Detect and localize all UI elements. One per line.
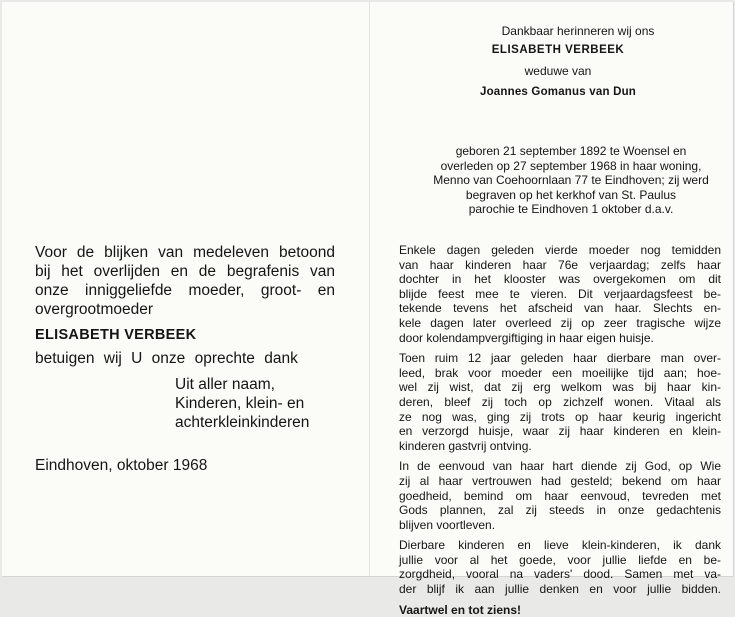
biography bbox=[422, 144, 720, 217]
fold-line bbox=[369, 2, 370, 576]
bio-line: begraven op het kerkhof van St. Paulus bbox=[465, 187, 677, 202]
bio-line: geboren 21 september 1892 te Woensel en bbox=[455, 144, 687, 158]
story-paragraph bbox=[399, 351, 721, 453]
story-paragraph bbox=[399, 538, 721, 596]
place-date: Eindhoven, oktober 1968 bbox=[35, 457, 208, 474]
deceased-name-right: ELISABETH VERBEEK bbox=[491, 44, 625, 56]
story-line: wel zij wist, dat zij erg welkom was bij haar kin- bbox=[399, 380, 721, 395]
thanks-text: betuigen wij U onze oprechte dank bbox=[35, 350, 298, 367]
intro-text bbox=[35, 243, 335, 319]
story-line: van haar kinderen haar 76e verjaardag; zelfs haar bbox=[399, 257, 721, 272]
farewell-text: Vaartwel en tot ziens! bbox=[399, 602, 522, 617]
story-line: Dierbare kinderen en lieve klein-kinderen, ik dank bbox=[399, 538, 721, 553]
story-line: Enkele dagen geleden vierde moeder nog temidden bbox=[399, 243, 721, 257]
story-paragraph bbox=[399, 459, 721, 532]
signature bbox=[175, 375, 335, 432]
widow-of-label: weduwe van bbox=[524, 64, 592, 78]
story bbox=[399, 243, 721, 617]
story-line: leed, brak voor moeder een moeilijke tijd aan; hoe- bbox=[399, 365, 721, 380]
intro-line: onze inniggeliefde moeder, groot- en bbox=[35, 282, 335, 299]
memorial-card bbox=[2, 2, 734, 617]
bio-line: parochie te Eindhoven 1 oktober d.a.v. bbox=[468, 202, 674, 216]
story-paragraph bbox=[399, 243, 721, 345]
signature-line: Kinderen, klein- en bbox=[175, 395, 305, 412]
story-line: en verzorgd huisje, waar zij haar kinderen en klein- bbox=[399, 424, 721, 439]
husband-name: Joannes Gomanus van Dun bbox=[479, 86, 637, 98]
story-line: In de eenvoud van haar hart diende zij God, op Wie bbox=[399, 459, 721, 474]
remembrance-line: Dankbaar herinneren wij ons bbox=[501, 24, 655, 38]
story-line: blijde feest mee te vieren. Dit verjaardagsfeest be- bbox=[399, 286, 721, 301]
story-line: Toen ruim 12 jaar geleden haar dierbare man over- bbox=[399, 351, 721, 366]
deceased-name: ELISABETH VERBEEK bbox=[35, 327, 197, 343]
story-line: zorgdheid, vooral na vaders' dood. Samen met va- bbox=[399, 567, 721, 582]
story-line: jullie voor al het goede, voor jullie liefde en be- bbox=[399, 552, 721, 567]
story-line: Gods plannen, zal zij steeds in onze gedachtenis bbox=[399, 503, 721, 518]
story-line: zij al haar vertrouwen had gesteld; bekend om haar bbox=[399, 473, 721, 488]
intro-line: Voor de blijken van medeleven betoond bbox=[35, 244, 335, 261]
intro-line: bij het overlijden en de begrafenis van bbox=[35, 263, 335, 280]
story-line: door kolendampvergiftiging in haar eigen huisje. bbox=[399, 330, 654, 345]
bio-line: Menno van Coehoornlaan 77 te Eindhoven; zij werd bbox=[433, 173, 709, 187]
story-line: goedheid, bemind om haar eenvoud, tevreden met bbox=[399, 488, 721, 503]
story-line: ze nog was, ging zij trots op haar keurig ingericht bbox=[399, 409, 721, 424]
right-header bbox=[398, 24, 718, 98]
story-line: deren, bleef zij toch op zichzelf wonen. Vitaal als bbox=[399, 394, 721, 409]
signature-line: achterkleinkinderen bbox=[175, 414, 310, 431]
story-line: kele dagen later overleed zij op zeer tragische wijze bbox=[399, 315, 721, 330]
story-line: der blijf ik aan jullie denken en voor jullie bidden. bbox=[399, 582, 721, 597]
signature-line: Uit aller naam, bbox=[175, 376, 275, 393]
story-line: dochter in het klooster was overgekomen om dit bbox=[399, 272, 721, 287]
intro-line: overgrootmoeder bbox=[35, 301, 154, 318]
bio-line: overleden op 27 september 1968 in haar woning, bbox=[440, 158, 702, 173]
story-line: blijven voortleven. bbox=[399, 517, 496, 532]
story-line: tekende tevens het afscheid van haar. Slechts en- bbox=[399, 301, 721, 316]
left-panel bbox=[35, 243, 335, 475]
story-line: kinderen gastvrij ontving. bbox=[399, 438, 532, 453]
